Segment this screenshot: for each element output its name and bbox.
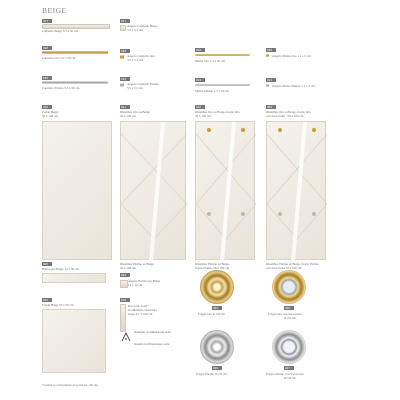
- corner-caption-size: 5,5 x 5,5 cm: [127, 86, 143, 90]
- tile-caption-size: con Swarovski · 50 x 100 cm: [266, 114, 304, 118]
- strip-caption: Matita Oro 1,5 x 50 cm: [195, 59, 225, 63]
- corner-caption: Angolo Capitello Beige: [127, 24, 158, 28]
- rhombus-fregio-tile: [195, 121, 255, 260]
- strip-caption: Capitello Platino 5,5 x 50 cm: [42, 86, 80, 90]
- fondo-small-caption: Fondo Beige 50 x 50 cm: [42, 303, 74, 307]
- angolo-battiscopa-size: 12 x 12 cm: [128, 283, 143, 287]
- product-code: 025: [42, 262, 52, 266]
- capitello-platino-strip: [42, 81, 108, 84]
- tile-caption-size: con Swarovski 50 x 100 cm: [266, 266, 302, 270]
- tile-caption: Rhombus Platino su Beige: [120, 262, 154, 266]
- angolo-battiscopa-swatch: [120, 280, 128, 288]
- fregio-platino-rosette: [200, 330, 234, 364]
- rhombus-fregio-pattern: [196, 122, 256, 261]
- product-code: 026: [120, 273, 130, 277]
- raccordo-jolly-swatch: [120, 304, 126, 332]
- product-code: 016: [195, 48, 205, 52]
- matita-oro-strip: [195, 54, 250, 56]
- tile-caption: Rhombus Platino su Beige, fregio Platino: [266, 262, 319, 266]
- tile-caption: Fondo Beige: [42, 110, 59, 114]
- product-code: 016: [266, 48, 276, 52]
- angolo-matita-oro-swatch: [266, 54, 269, 57]
- tile-caption-size: 50 x 100 cm: [195, 114, 211, 118]
- product-code: 018: [42, 46, 52, 50]
- corner-caption: Angolo Capitello Platino: [127, 82, 159, 86]
- product-code: 028: [120, 298, 130, 302]
- product-code: 014: [195, 78, 205, 82]
- tile-caption: Rhombus Oro su Beige: [120, 110, 150, 114]
- strip-caption: Capitello Beige 5,5 x 50 cm: [42, 29, 78, 33]
- angolo-matita-platino-swatch: [266, 84, 269, 87]
- corner-caption: Angolo Capitello Oro: [127, 54, 155, 58]
- rosette-caption: Fregio Oro Ø 2,8 cm: [198, 312, 225, 316]
- tile-caption: Rhombus Platino su Beige,: [195, 262, 230, 266]
- corner-caption-size: 5,5 x 5,5 cm: [127, 28, 143, 32]
- tile-caption-size: fregio Platino 50 x 100 cm: [195, 266, 230, 270]
- tile-caption-size: 50 x 100 cm: [120, 266, 136, 270]
- product-code: 034: [212, 306, 222, 310]
- tile-caption-size: 50 x 100 cm: [120, 114, 136, 118]
- strip-caption: Matita Platino 1,5 x 50 cm: [195, 89, 229, 93]
- strip-caption: Capitello Oro 5,5 x 50 cm: [42, 56, 76, 60]
- product-code: 021: [120, 105, 130, 109]
- fregio-platino-swarovski-rosette: [272, 330, 306, 364]
- corner-caption-size: 5,5 x 5,5 cm: [127, 58, 143, 62]
- rosette-caption-size: Ø 2,8 cm: [284, 316, 296, 320]
- product-code: 040: [195, 105, 205, 109]
- angolo-battiscopa-caption: Angolo Battiscopa Beige: [128, 279, 161, 283]
- battiscopa-caption: Battiscopa Beige 12 x 50 cm: [42, 267, 79, 271]
- raccordo-caption: Raccordo Jolly*: [128, 304, 149, 308]
- rhombus-swarovski-pattern: [267, 122, 327, 261]
- product-code: 035: [284, 306, 294, 310]
- angolo-capitello-platino-swatch: [120, 83, 124, 87]
- legend-item: sistema in dimensione reale: [134, 342, 170, 346]
- product-code: 037: [284, 366, 294, 370]
- rosette-caption: Fregio Oro con Swarovski: [268, 312, 302, 316]
- fregio-oro-swarovski-rosette: [272, 270, 306, 304]
- raccordo-caption-3: beige 0,7 x 100 cm: [128, 312, 153, 316]
- angolo-capitello-beige-swatch: [120, 25, 126, 31]
- legend-item: dettaglio in dimensione reale: [134, 330, 171, 334]
- rosette-caption: Fregio Platino Ø 2,8 cm: [196, 372, 227, 376]
- tile-caption: Rhombus Oro su Beige, fregio Oro: [195, 110, 240, 114]
- product-code: 019: [42, 76, 52, 80]
- product-code: 050: [266, 105, 276, 109]
- strip-caption: Angolo Matita Oro 1 x 1,5 cm: [272, 54, 311, 58]
- matita-platino-strip: [195, 84, 250, 86]
- footnote: *vendere su composizione di 3 pezzi (es. 100 cm): [42, 384, 98, 387]
- raccordo-caption-2: in alluminio verniciato: [128, 308, 158, 312]
- product-code: 018: [120, 49, 130, 53]
- page-title: BEIGE: [42, 6, 67, 15]
- rosette-caption: Fregio Platino con Swarovski: [266, 372, 304, 376]
- product-code: 020: [42, 298, 52, 302]
- angolo-capitello-oro-swatch: [120, 55, 124, 59]
- strip-caption: Angolo Matita Platino 1 x 1,5 cm: [272, 84, 315, 88]
- product-code: 017: [42, 19, 52, 23]
- fondo-beige-small-tile: [42, 309, 106, 373]
- tile-caption: Rhombus Oro su Beige, fregio Oro: [266, 110, 311, 114]
- product-code: 014: [266, 78, 276, 82]
- fregio-oro-rosette: [200, 270, 234, 304]
- rhombus-swarovski-tile: [266, 121, 326, 260]
- capitello-oro-strip: [42, 51, 108, 54]
- rhombus-tile: [120, 121, 186, 260]
- product-code: 020: [42, 105, 52, 109]
- rhombus-pattern: [121, 122, 187, 261]
- tile-caption-size: 50 x 100 cm: [42, 114, 58, 118]
- product-code: 036: [212, 366, 222, 370]
- fondo-beige-tile: [42, 121, 112, 260]
- jolly-profile-icon: [120, 330, 132, 342]
- product-code: 017: [120, 19, 130, 23]
- rosette-caption-size: Ø 2,8 cm: [284, 376, 296, 380]
- product-code: 019: [120, 77, 130, 81]
- battiscopa-beige-swatch: [42, 273, 106, 283]
